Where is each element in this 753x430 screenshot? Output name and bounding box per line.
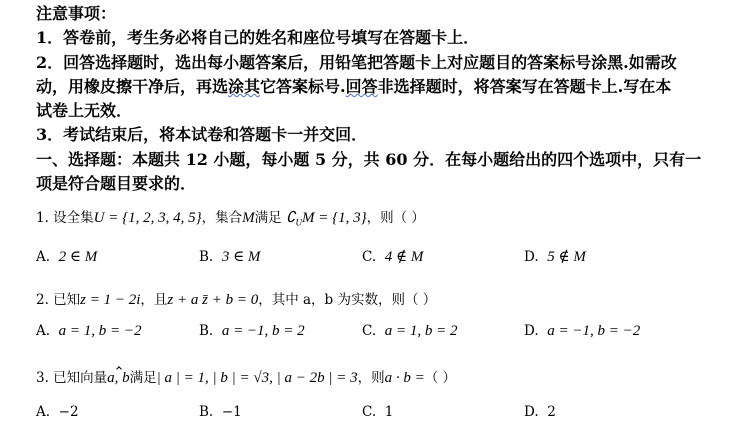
math-expr: | a | = 1, | b | = √3, | a − 2b | = 3 (156, 370, 358, 386)
option-a[interactable]: A. −2 (36, 404, 79, 420)
instruction-line-2-end: 试卷上无效． (36, 101, 133, 121)
math-expr: U = {1, 2, 3, 4, 5} (93, 210, 202, 226)
option-c[interactable]: C. a = 1, b = 2 (362, 323, 458, 339)
complement-symbol: ∁ (285, 210, 296, 226)
math-expr: z = 1 − 2i (80, 292, 141, 308)
option-a[interactable]: A. a = 1, b = −2 (36, 323, 142, 339)
question-2: 2. 已知z = 1 − 2i，且z + a z̄ + b = 0，其中 a，b 为实数，则（ ） (36, 292, 437, 308)
option-d[interactable]: D. 2 (524, 404, 556, 420)
section-heading: 一、选择题：本题共 12 小题，每小题 5 分，共 60 分．在每小题给出的四个选项中，只有一 (36, 149, 702, 169)
option-b[interactable]: B. 3 ∈ M (199, 249, 261, 265)
option-c[interactable]: C. 4 ∉ M (362, 249, 424, 265)
instruction-line-2: 2．回答选择题时，选出每小题答案后，用铅笔把答题卡上对应题目的答案标号涂黑.如需改 (36, 52, 677, 72)
option-b[interactable]: B. a = −1, b = 2 (199, 323, 305, 339)
math-expr: M = {1, 3} (301, 210, 367, 226)
question-1: 1. 设全集U = {1, 2, 3, 4, 5}，集合M满足 $∁_UM = \{1$, 3}，则（ ） (36, 210, 425, 228)
wavy-underline: 回答 (345, 76, 378, 96)
option-d[interactable]: D. a = −1, b = −2 (524, 323, 641, 339)
math-expr: a · b = (384, 370, 425, 386)
instruction-line-3: 3．考试结束后，将本试卷和答题卡一并交回． (36, 125, 368, 145)
question-3: 3. 已知向量a, b满足| a | = 1, | b | = √3, | a − 2b | = 3，则a · b =（ ） (36, 370, 457, 386)
instructions-block (36, 2, 736, 196)
math-expr: z + a z̄ + b = 0 (167, 292, 259, 308)
option-b[interactable]: B. −1 (199, 404, 242, 420)
instruction-line-2-continued: 动，用橡皮擦干净后，再选涂其它答案标号.回答非选择题时，将答案写在答题卡上.写在本 (36, 76, 672, 96)
instruction-line-1: 1．答卷前，考生务必将自己的姓名和座位号填写在答题卡上． (36, 28, 480, 48)
option-a[interactable]: A. 2 ∈ M (36, 249, 98, 265)
section-heading-continued: 项是符合题目要求的． (36, 174, 197, 194)
option-d[interactable]: D. 5 ∉ M (524, 249, 586, 265)
instructions-title: 注意事项： (36, 4, 117, 23)
wavy-underline: 涂其 (228, 76, 261, 96)
vector-expr: a, b (107, 370, 130, 386)
option-c[interactable]: C. 1 (362, 404, 394, 420)
